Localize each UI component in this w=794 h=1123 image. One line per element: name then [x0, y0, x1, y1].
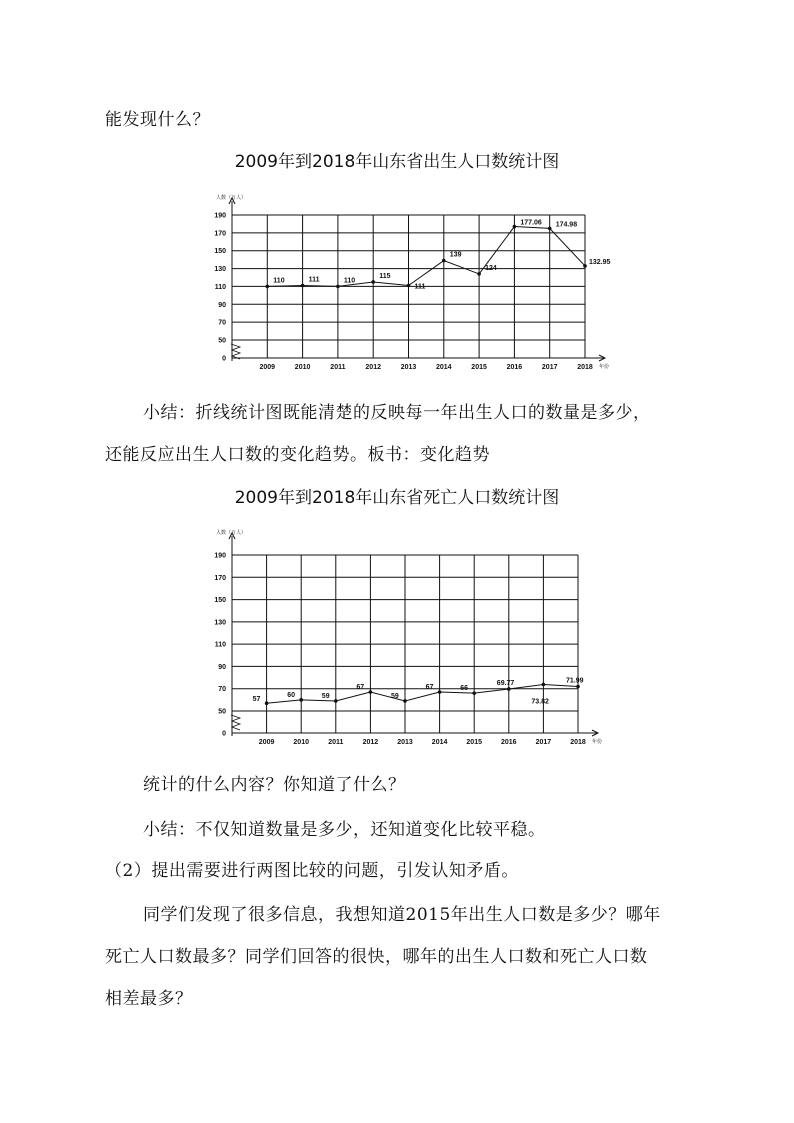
data-point: [548, 227, 552, 231]
data-point: [442, 259, 446, 263]
y-tick-label: 50: [218, 337, 226, 345]
y-tick-label: 90: [218, 301, 226, 309]
paragraph-summary-2: 小结：不仅知道数量是多少，还知道变化比较平稳。: [143, 820, 546, 840]
data-label: 67: [425, 684, 434, 692]
x-tick-label: 2017: [535, 739, 552, 746]
data-label: 124: [485, 264, 497, 272]
y-tick-label: 70: [218, 319, 226, 327]
paragraph-summary-1b: 还能反应出生人口数的变化趋势。板书：变化趋势: [105, 445, 490, 465]
data-label: 59: [391, 692, 399, 700]
x-tick-label: 2018: [570, 739, 586, 746]
y-tick-label: 190: [214, 552, 226, 560]
x-tick-label: 2016: [501, 739, 517, 746]
data-label: 174.98: [555, 221, 578, 229]
x-tick-label: 2011: [330, 364, 346, 371]
x-tick-label: 2015: [466, 739, 482, 746]
y-tick-label: 110: [214, 283, 226, 291]
x-tick-label: 2014: [431, 739, 448, 746]
y-axis-label: 人数（万人）: [216, 530, 247, 536]
data-point: [369, 690, 373, 694]
x-tick-label: 2010: [294, 364, 311, 371]
y-tick-label: 110: [214, 641, 226, 649]
x-tick-label: 2016: [506, 364, 523, 371]
y-tick-label: 0: [222, 730, 226, 738]
x-tick-label: 2014: [436, 364, 452, 371]
y-tick-label: 130: [214, 266, 226, 274]
x-tick-label: 2009: [259, 364, 276, 371]
data-point: [371, 280, 375, 284]
x-tick-label: 2012: [362, 739, 379, 746]
paragraph-section-2: （2）提出需要进行两图比较的问题，引发认知矛盾。: [105, 861, 519, 881]
data-label: 57: [252, 696, 261, 704]
paragraph-summary-1: 小结：折线统计图既能清楚的反映每一年出生人口的数量是多少，: [143, 403, 651, 423]
data-point: [583, 264, 587, 268]
chart-1-title: 2009年到2018年山东省出生人口数统计图: [234, 152, 560, 172]
data-point: [507, 687, 511, 691]
data-label: 177.06: [520, 219, 542, 227]
data-point: [403, 699, 407, 703]
x-tick-label: 2015: [471, 364, 487, 371]
data-label: 60: [287, 691, 295, 699]
y-tick-label: 0: [222, 355, 226, 363]
x-tick-label: 2010: [293, 739, 309, 746]
x-tick-label: 2011: [328, 739, 344, 746]
y-tick-label: 50: [218, 708, 226, 716]
data-point: [542, 683, 546, 687]
data-point: [265, 701, 269, 705]
y-tick-label: 150: [214, 248, 226, 256]
x-tick-label: 2012: [365, 364, 381, 371]
data-label: 110: [343, 277, 356, 285]
x-tick-label: 2018: [577, 364, 593, 371]
y-tick-label: 70: [218, 686, 226, 694]
data-label: 71.99: [566, 677, 584, 685]
y-tick-label: 150: [214, 597, 226, 605]
data-label: 59: [321, 692, 330, 700]
x-tick-label: 2013: [397, 739, 413, 746]
data-label: 66: [460, 685, 468, 693]
data-label: 115: [379, 272, 391, 280]
data-label: 111: [414, 283, 426, 291]
paragraph-body-3: 相差最多？: [105, 989, 193, 1009]
chart-2-title: 2009年到2018年山东省死亡人口数统计图: [234, 488, 560, 508]
data-point: [336, 285, 340, 289]
data-point: [438, 690, 442, 694]
birth-line-chart: [0, 180, 794, 380]
data-point: [472, 691, 476, 695]
data-point: [477, 272, 481, 276]
data-point: [513, 225, 517, 229]
data-label: 111: [308, 276, 320, 284]
data-point: [301, 284, 305, 288]
death-line-chart: [0, 520, 794, 750]
data-point: [407, 284, 411, 288]
y-tick-label: 90: [218, 663, 226, 671]
paragraph-body-1: 同学们发现了很多信息，我想知道2015年出生人口数是多少？哪年: [143, 905, 661, 925]
data-label: 139: [449, 251, 462, 259]
y-tick-label: 170: [214, 230, 226, 238]
data-point: [266, 285, 270, 289]
y-tick-label: 170: [214, 574, 226, 582]
paragraph-question-2: 统计的什么内容？你知道了什么？: [143, 775, 406, 795]
data-label: 132.95: [589, 258, 611, 266]
x-tick-label: 2013: [400, 364, 417, 371]
paragraph-question: 能发现什么？: [105, 110, 210, 130]
data-point: [299, 698, 303, 702]
data-label: 110: [273, 277, 285, 285]
data-label: 73.82: [531, 698, 549, 706]
y-tick-label: 130: [214, 619, 226, 627]
data-label: 67: [356, 684, 365, 692]
paragraph-body-2: 死亡人口数最多？同学们回答的很快，哪年的出生人口数和死亡人口数: [105, 947, 648, 967]
data-point: [334, 699, 338, 703]
x-tick-label: 2017: [541, 364, 558, 371]
y-axis-label: 人数（万人）: [216, 195, 247, 201]
x-axis-label: 年份: [599, 364, 610, 370]
x-axis-label: 年份: [592, 739, 603, 745]
y-tick-label: 190: [214, 212, 226, 220]
data-label: 69.77: [496, 679, 515, 687]
x-tick-label: 2009: [258, 739, 275, 746]
data-point: [576, 685, 580, 689]
